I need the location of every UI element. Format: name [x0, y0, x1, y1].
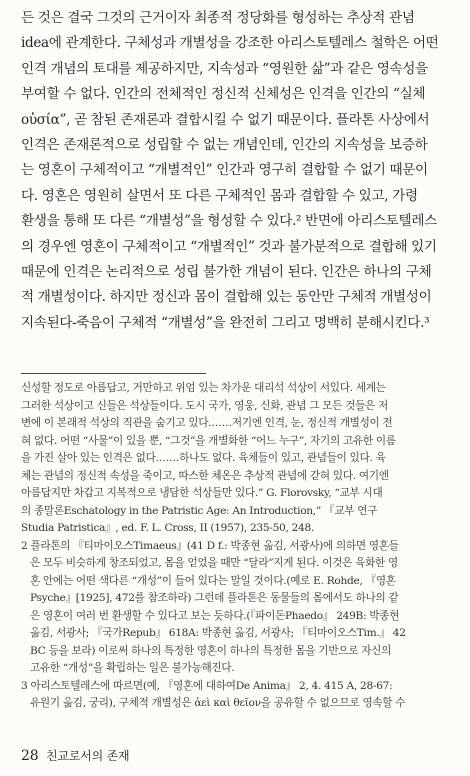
footnote-line: 고유한 “개성”을 확립하는 일은 불가능해진다.	[30, 662, 235, 674]
footnote-separator	[21, 373, 206, 374]
body-line: 의 경우엔 영혼이 구체적이고 “개별적인” 것과 불가분적으로 결합해 있기	[21, 238, 437, 255]
footnote-line: 체는 관념의 정신적 속성을 죽이고, 따스한 체온은 추상적 관념에 갇혀 있다. 여기엔	[21, 469, 389, 482]
body-line: 지속된다-죽음이 구체적 “개별성”을 완전히 그리고 명백히 분해시킨다.³	[21, 314, 430, 331]
footnote-line: 3 아리스토텔레스에 따르면(예, 『영혼에 대하여De Anima』 2, 4. 415 A, 28-67:	[21, 679, 393, 692]
footnote-line: 혼 안에는 어떤 색다른 “개성”이 들어 있다는 말일 것이다.(예로 E. Rohde, 『영혼	[30, 574, 396, 587]
body-line: 는 영혼이 구체적이고 “개별적인” 인간과 영구히 결합할 수 없기 때문이	[21, 162, 428, 179]
footnote-line: 을 가진 살아 있는 인격은 없다.……하나도 없다. 육체들이 있고, 관념들이 있다. 육	[21, 452, 386, 464]
footnote	[21, 538, 456, 678]
footnote	[21, 380, 456, 538]
footnote-line: 혀 없다. 어떤 “사물”이 있을 뿐, “그것”을 개별화한 “어느 누구”, 자기의 고유한 이름	[21, 434, 396, 447]
footnote-line: 유원기 옮김, 궁리), 구체적 개별성은 ἀεὶ καὶ θεῖον을 공유할 수 없으므로 영속할 수	[30, 697, 406, 709]
footnote-line: 아름답지만 차갑고 지복적으로 냉담한 석상들만 있다.” G. Florovsky, “교부 시대	[21, 487, 383, 499]
body-line: 인격은 존재론적으로 성립할 수 없는 개념인데, 인간의 지속성을 보증하	[21, 136, 428, 153]
footnote-line: 2 플라톤의 『티마이오스Timaeus』(41 D f.: 박종현 옮김, 서광사)에 의하면 영혼들	[21, 539, 399, 552]
running-title: 친교로서의 존재	[46, 749, 130, 763]
body-line: idea에 관계한다. 구체성과 개별성을 강조한 아리스토텔레스 철학은 어떤	[21, 35, 439, 52]
body-line: 든 것은 결국 그것의 근거이자 최종적 정당화를 형성하는 추상적 관념	[21, 10, 415, 26]
footnote-line: 은 모두 비슷하게 창조되었고, 몸을 얻었을 때만 “달라”지게 된다. 이것은 육화한 영	[30, 557, 398, 569]
footnote-line: BC 등을 보라) 이로써 하나의 특정한 영혼이 하나의 특정한 몸을 기반으로 자신의	[30, 644, 392, 657]
footnote-line: 은 영혼이 여러 번 환생할 수 있다고 보는 듯하다.(『파이돈Phaedo』 249B: 박종현	[30, 609, 400, 622]
footnote-line: 변에 이 본래적 석상의 직관을 숨기고 있다.……저기엔 인격, 눈, 정신적 개별성이 전	[21, 417, 393, 429]
body-line: 환생을 통해 또 다른 “개별성”을 형성할 수 있다.² 반면에 아리스토텔레스	[21, 213, 437, 230]
body-line: 다. 영혼은 영원히 살면서 또 다른 구체적인 몸과 결합할 수 있고, 가령	[21, 187, 418, 204]
main-text	[21, 6, 456, 336]
body-line: 부여할 수 없다. 인간의 전체적인 정신적 신체성은 인격을 인간의 “실체	[21, 86, 426, 103]
footnote-line: 옮김, 서광사; 『국가Repub』 618A: 박종현 옮김, 서광사; 『티마이오스Tim.』 42	[30, 627, 406, 639]
page-footer	[21, 747, 129, 764]
footnote-line: 의 종말론Eschatology in the Patristic Age: An Introduction,” 『교부 연구	[21, 504, 378, 517]
page-number: 28	[21, 748, 39, 764]
body-line: 인격 개념의 토대를 제공하지만, 지속성과 “영원한 삶”과 같은 영속성을	[21, 60, 428, 77]
body-line: 때문에 인격은 논리적으로 성립 불가한 개념이 된다. 인간은 하나의 구체	[21, 263, 432, 280]
footnote-line: 그러한 석상이고 신들은 석상들이다. 도시 국가, 영웅, 신화, 관념 그 모든 것들은 저	[21, 399, 388, 412]
body-line: οὐσία”, 곧 참된 존재론과 결합시킬 수 없기 때문이다. 플라톤 사상에서	[21, 111, 430, 128]
footnotes	[21, 380, 456, 713]
body-line: 적 개별성이다. 하지만 정신과 몸이 결합해 있는 동안만 구체적 개별성이	[21, 289, 432, 306]
footnote	[21, 678, 456, 713]
footnote-line: Psyche』[1925], 472를 참조하라) 그런데 플라톤은 동물들의 몸에서도 하나의 같	[30, 592, 399, 604]
footnote-line: 신성할 정도로 아름답고, 거만하고 위엄 있는 차가운 대리석 석상이 서있다. 세계는	[21, 382, 386, 394]
footnote-line: Studia Patristica』, ed. F. L. Cross, II (1957), 235-50, 248.	[21, 522, 314, 534]
